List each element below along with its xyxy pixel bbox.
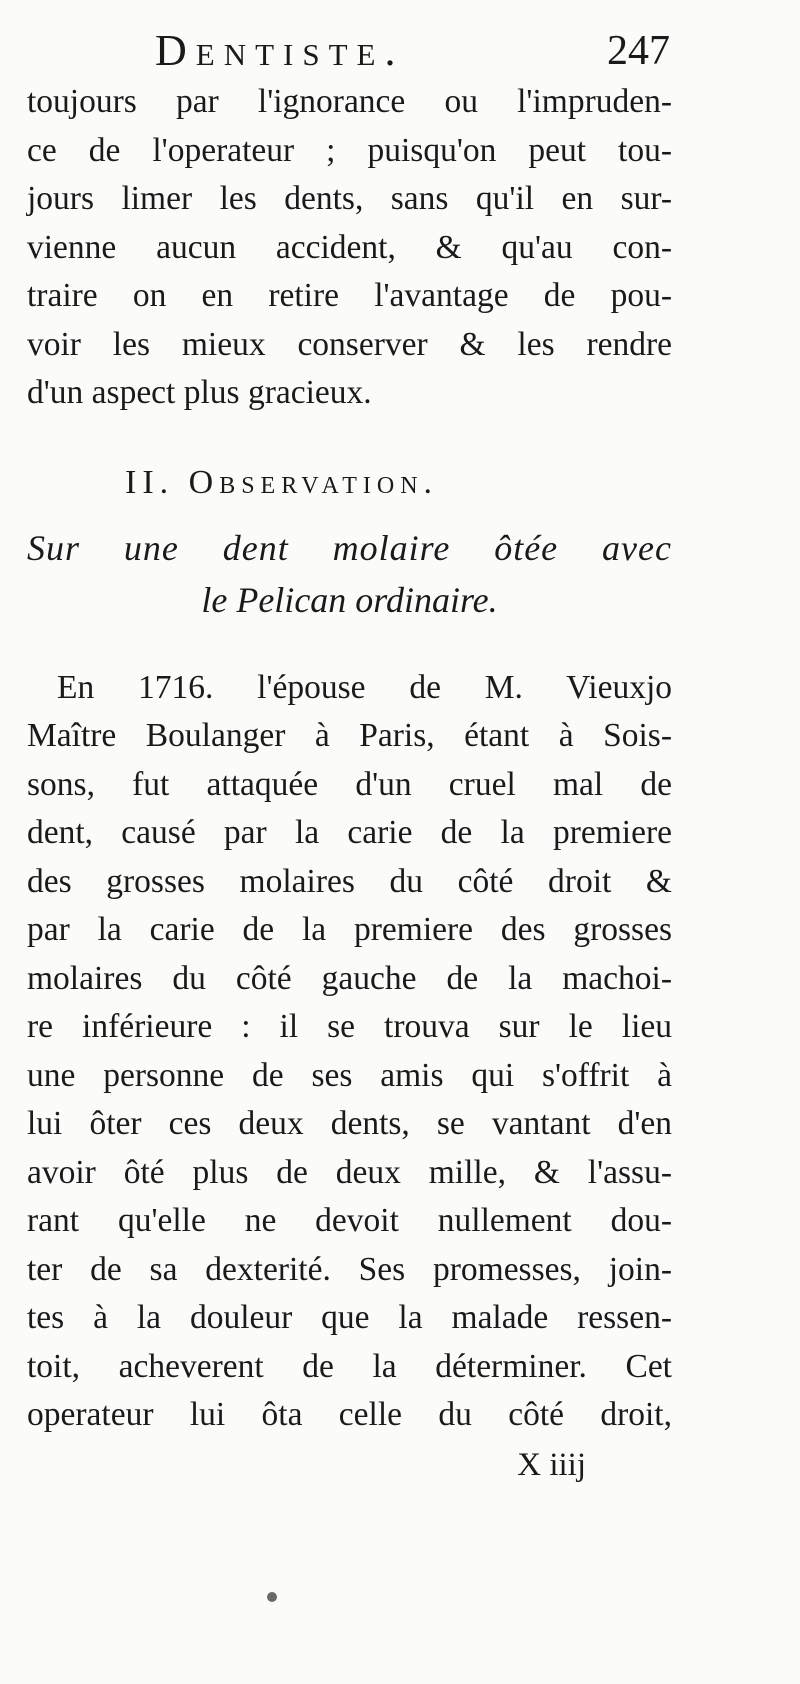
running-head-title: Dentiste. [155,26,405,75]
text-line: tes à la douleur que la malade ressen- [27,1299,672,1336]
section-subtitle-line: Sur une dent molaire ôtée avec [27,527,672,568]
text-line: toit, acheverent de la déterminer. Cet [27,1347,672,1385]
text-line: operateur lui ôta celle du côté droit, [27,1396,672,1433]
text-line: une personne de ses amis qui s'offrit à [27,1056,672,1094]
section-heading: II. Observation. [125,463,439,501]
running-head [27,24,672,78]
text-line: avoir ôté plus de deux mille, & l'assu- [27,1153,672,1191]
text-line: lui ôter ces deux dents, se vantant d'en [27,1105,672,1142]
ink-speck [267,1592,277,1602]
paragraph-continued [27,78,672,418]
page-number: 247 [607,28,670,74]
text-line: dent, causé par la carie de la premiere [27,814,672,851]
text-line: ce de l'operateur ; puisqu'on peut tou- [27,131,672,169]
text-line: jours limer les dents, sans qu'il en sur- [27,180,672,217]
text-line: vienne aucun accident, & qu'au con- [27,228,672,266]
text-line: toujours par l'ignorance ou l'impruden- [27,83,672,120]
text-line: En 1716. l'épouse de M. Vieuxjo [57,668,672,706]
paragraph-observation [27,664,672,1440]
text-line: ter de sa dexterité. Ses promesses, join- [27,1250,672,1288]
text-line: des grosses molaires du côté droit & [27,862,672,900]
text-line: par la carie de la premiere des grosses [27,911,672,948]
text-line: sons, fut attaquée d'un cruel mal de [27,765,672,803]
text-line: voir les mieux conserver & les rendre [27,325,672,363]
text-block [27,24,672,1490]
signature-mark: X iiij [517,1446,586,1483]
text-line: rant qu'elle ne devoit nullement dou- [27,1202,672,1239]
text-line: re inférieure : il se trouva sur le lieu [27,1008,672,1045]
section-subtitle-line: le Pelican ordinaire. [201,579,498,620]
text-line: d'un aspect plus gracieux. [27,374,372,411]
text-line: traire on en retire l'avantage de pou- [27,277,672,314]
text-line: Maître Boulanger à Paris, étant à Sois- [27,717,672,754]
text-line: molaires du côté gauche de la machoi- [27,959,672,997]
